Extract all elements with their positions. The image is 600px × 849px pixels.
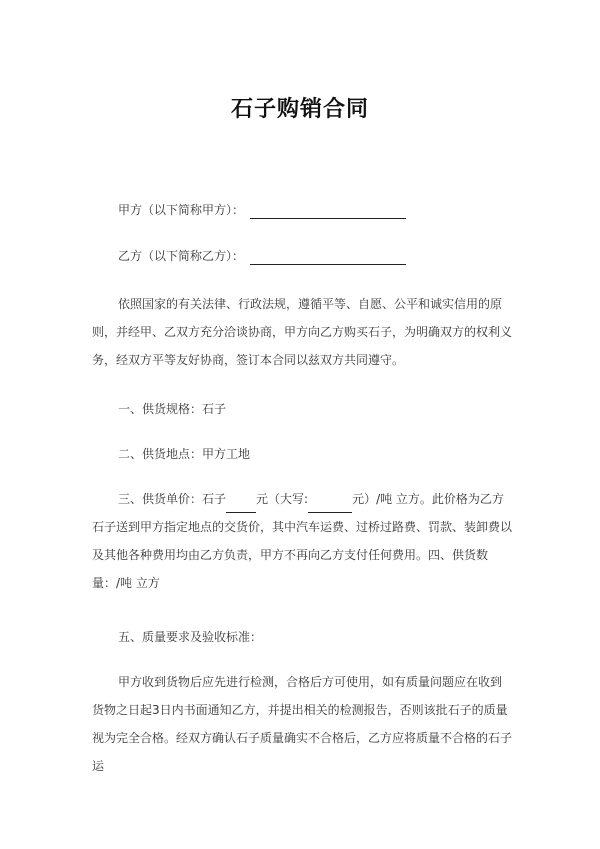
party-a-label: 甲方（以下简称甲方）：: [118, 203, 245, 217]
party-a-line: [118, 201, 406, 219]
party-b-blank[interactable]: [250, 250, 406, 265]
document-title: 石子购销合同: [230, 97, 369, 122]
clause-5-heading: 五、质量要求及验收标准：: [118, 630, 263, 644]
clause-3-prefix: 三、供货单价：石子: [118, 492, 227, 506]
clause-3-body: 元）/吨 立方。此价格为乙方石子送到甲方指定地点的交货价，其中汽车运费、过桥过路费、罚款、装卸费以及其他各种费用均由乙方负责，甲方不再向乙方支付任何费用。四、供货数量：/吨 立方: [92, 492, 513, 590]
clause-2: 二、供货地点：甲方工地: [118, 447, 251, 461]
unit-price-blank[interactable]: [226, 499, 256, 513]
party-b-label: 乙方（以下简称乙方）：: [118, 249, 245, 263]
clause-3-paragraph: [92, 485, 512, 597]
clause-1: 一、供货规格：石子: [118, 402, 227, 416]
party-b-line: [118, 247, 406, 265]
clause-5-paragraph: 甲方收到货物后应先进行检测，合格后方可使用，如有质量问题应在收到货物之日起3日内书面通知乙方，并提出相关的检测报告，否则该批石子的质量视为完全合格。经双方确认石子质量确实不合格后，乙方应将质量不合格的石子运: [92, 675, 513, 773]
unit-price-capital-blank[interactable]: [308, 499, 352, 513]
clause-3-yuan: 元（大写:: [256, 492, 309, 506]
party-a-blank[interactable]: [250, 204, 406, 219]
intro-paragraph: 依照国家的有关法律、行政法规，遵循平等、自愿、公平和诚实信用的原则，并经甲、乙双方充分洽谈协商，甲方向乙方购买石子，为明确双方的权利义务，经双方平等友好协商，签订本合同以兹双方共同遵守。: [92, 297, 513, 367]
